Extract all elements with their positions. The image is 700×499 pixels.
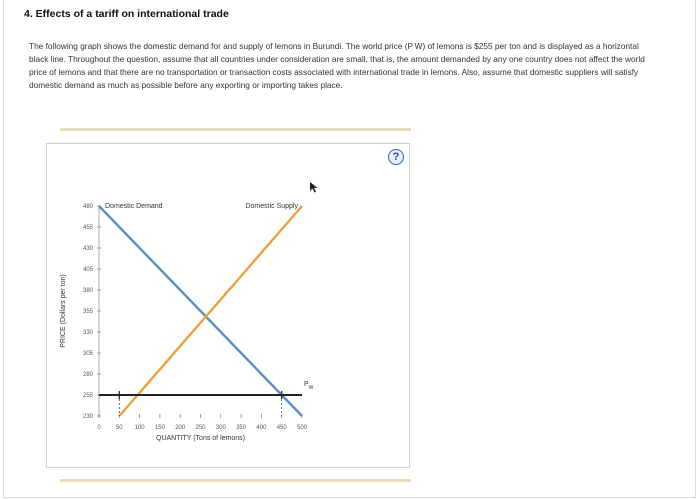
x-tick-label: 300	[215, 425, 226, 431]
bottom-divider	[60, 479, 411, 482]
x-tick-label: 0	[97, 425, 101, 431]
y-tick-label: 430	[82, 246, 93, 252]
series-line-domestic-supply[interactable]	[119, 206, 302, 416]
cursor-arrow-icon	[310, 182, 318, 193]
y-tick-label: 455	[82, 225, 93, 231]
x-axis-label: QUANTITY (Tons of lemons)	[156, 435, 245, 442]
series-line-domestic-demand[interactable]	[99, 206, 302, 416]
y-tick-label: 380	[82, 288, 93, 294]
intro-paragraph: The following graph shows the domestic demand for and supply of lemons in Burundi. The world price (P W) of lemons is $255 per ton and is displayed as a horizontal black line. Throughout the question, assume that all countries under consideration are small, that is, the amount demanded by any one country does not affect the world price of lemons and that there are no transportation or transaction costs associated with international trade in lemons. Also, assume that domestic suppliers will satisfy domestic demand as much as possible before any exporting or importing takes place.	[29, 41, 645, 90]
x-tick-label: 450	[276, 425, 287, 431]
help-icon[interactable]: ?	[388, 149, 404, 165]
y-tick-label: 480	[82, 204, 93, 210]
x-tick-label: 100	[134, 425, 145, 431]
y-tick-label: 280	[82, 372, 93, 378]
demand-supply-chart[interactable]	[47, 144, 409, 467]
top-divider	[60, 128, 411, 131]
y-tick-label: 255	[82, 393, 93, 399]
y-tick-label: 355	[82, 309, 93, 315]
x-tick-label: 200	[175, 425, 186, 431]
section-heading: 4. Effects of a tariff on international trade	[24, 8, 229, 20]
x-tick-label: 150	[154, 425, 165, 431]
pw-label: $P_W$	[304, 381, 314, 391]
y-axis-label: PRICE (Dollars per ton)	[60, 274, 67, 348]
x-tick-label: 250	[195, 425, 206, 431]
demand-label: Domestic Demand	[105, 203, 163, 210]
y-tick-label: 230	[82, 414, 93, 420]
supply-label: Domestic Supply	[245, 203, 298, 210]
y-tick-label: 305	[82, 351, 93, 357]
y-tick-label: 330	[82, 330, 93, 336]
x-tick-label: 350	[236, 425, 247, 431]
x-tick-label: 400	[256, 425, 267, 431]
graph-panel	[46, 143, 410, 468]
y-tick-label: 405	[82, 267, 93, 273]
x-tick-label: 500	[296, 425, 308, 431]
x-tick-label: 50	[115, 425, 123, 431]
